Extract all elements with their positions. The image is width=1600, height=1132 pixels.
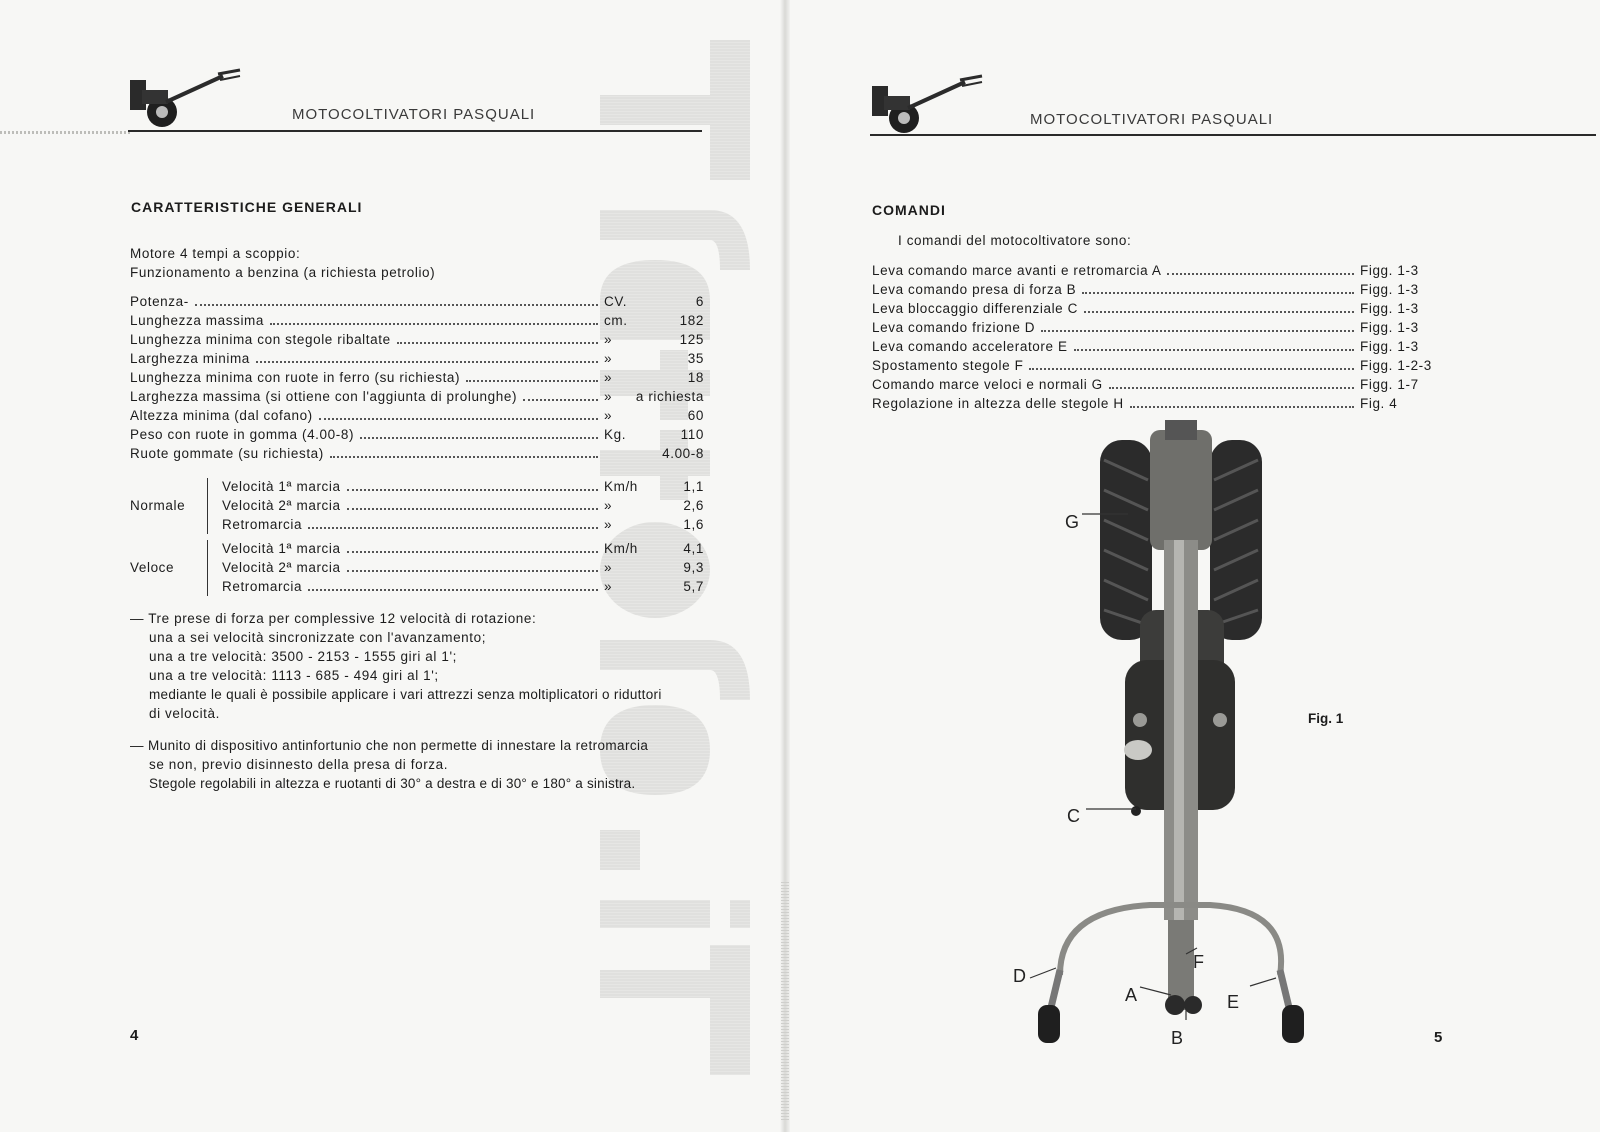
engine-line: Funzionamento a benzina (a richiesta petrolio) xyxy=(130,265,436,280)
section-title: CARATTERISTICHE GENERALI xyxy=(131,199,363,215)
intro-text: I comandi del motocoltivatore sono: xyxy=(898,233,1132,248)
page-number: 5 xyxy=(1434,1029,1443,1046)
note-line: una a tre velocità: 1113 - 685 - 494 giri al 1'; xyxy=(149,668,439,683)
speed-row: Velocità 2ª marcia » 2,6 xyxy=(222,498,704,513)
command-row: Comando marce veloci e normali G Figg. 1-7 xyxy=(872,377,1419,392)
speed-group-label: Normale xyxy=(130,498,186,513)
command-row: Leva bloccaggio differenziale C Figg. 1-3 xyxy=(872,301,1419,316)
tractor-photo xyxy=(990,420,1320,1050)
walking-tractor-icon xyxy=(128,62,243,132)
note-line: — Munito di dispositivo antinfortunio che non permette di innestare la retromarcia xyxy=(130,738,649,753)
speed-row: Velocità 1ª marcia Km/h 4,1 xyxy=(222,541,704,556)
spec-row: Ruote gommate (su richiesta) 4.00-8 xyxy=(130,446,704,461)
note-line: Stegole regolabili in altezza e ruotanti di 30° a destra e di 30° e 180° a sinistra. xyxy=(149,776,636,791)
callout-f: F xyxy=(1193,952,1204,972)
speed-row: Velocità 1ª marcia Km/h 1,1 xyxy=(222,479,704,494)
figure-caption: Fig. 1 xyxy=(1308,711,1344,726)
callout-g: G xyxy=(1065,512,1080,532)
header-rule xyxy=(128,130,702,132)
spec-row: Lunghezza minima con stegole ribaltate » 125 xyxy=(130,332,704,347)
note-line: di velocità. xyxy=(149,706,220,721)
gutter-scan-noise xyxy=(781,880,789,1120)
section-title: COMANDI xyxy=(872,202,946,218)
note-line: mediante le quali è possibile applicare i vari attrezzi senza moltiplicatori o riduttori xyxy=(149,687,662,702)
command-row: Spostamento stegole F Figg. 1-2-3 xyxy=(872,358,1432,373)
command-row: Leva comando marce avanti e retromarcia A Figg. 1-3 xyxy=(872,263,1419,278)
spec-row: Larghezza minima » 35 xyxy=(130,351,704,366)
note-line: una a tre velocità: 3500 - 2153 - 1555 giri al 1'; xyxy=(149,649,458,664)
speed-row: Velocità 2ª marcia » 9,3 xyxy=(222,560,704,575)
header-rule xyxy=(870,134,1596,136)
page-number: 4 xyxy=(130,1027,139,1044)
spec-row: Potenza- CV. 6 xyxy=(130,294,704,309)
speed-row: Retromarcia » 5,7 xyxy=(222,579,704,594)
note-line: — Tre prese di forza per complessive 12 velocità di rotazione: xyxy=(130,611,537,626)
engine-line: Motore 4 tempi a scoppio: xyxy=(130,246,301,261)
spec-row: Lunghezza massima cm. 182 xyxy=(130,313,704,328)
command-row: Leva comando presa di forza B Figg. 1-3 xyxy=(872,282,1419,297)
group-brace xyxy=(207,478,212,534)
callout-a: A xyxy=(1125,985,1138,1005)
callout-c: C xyxy=(1067,806,1080,826)
spec-row: Lunghezza minima con ruote in ferro (su richiesta) » 18 xyxy=(130,370,704,385)
header-brand: MOTOCOLTIVATORI PASQUALI xyxy=(292,106,536,123)
command-row: Leva comando acceleratore E Figg. 1-3 xyxy=(872,339,1419,354)
spec-row: Altezza minima (dal cofano) » 60 xyxy=(130,408,704,423)
command-row: Leva comando frizione D Figg. 1-3 xyxy=(872,320,1419,335)
spec-row: Larghezza massima (si ottiene con l'aggiunta di prolunghe) » a richiesta xyxy=(130,389,704,404)
scan-edge-noise xyxy=(0,131,130,134)
spec-row: Peso con ruote in gomma (4.00-8) Kg. 110 xyxy=(130,427,704,442)
callout-e: E xyxy=(1227,992,1240,1012)
note-line: una a sei velocità sincronizzate con l'avanzamento; xyxy=(149,630,487,645)
callout-b: B xyxy=(1171,1028,1184,1048)
walking-tractor-icon xyxy=(870,68,985,138)
header-brand: MOTOCOLTIVATORI PASQUALI xyxy=(1030,111,1274,128)
command-row: Regolazione in altezza delle stegole H Fig. 4 xyxy=(872,396,1398,411)
note-line: se non, previo disinnesto della presa di forza. xyxy=(149,757,449,772)
speed-group-label: Veloce xyxy=(130,560,175,575)
group-brace xyxy=(207,540,212,596)
speed-row: Retromarcia » 1,6 xyxy=(222,517,704,532)
callout-d: D xyxy=(1013,966,1026,986)
